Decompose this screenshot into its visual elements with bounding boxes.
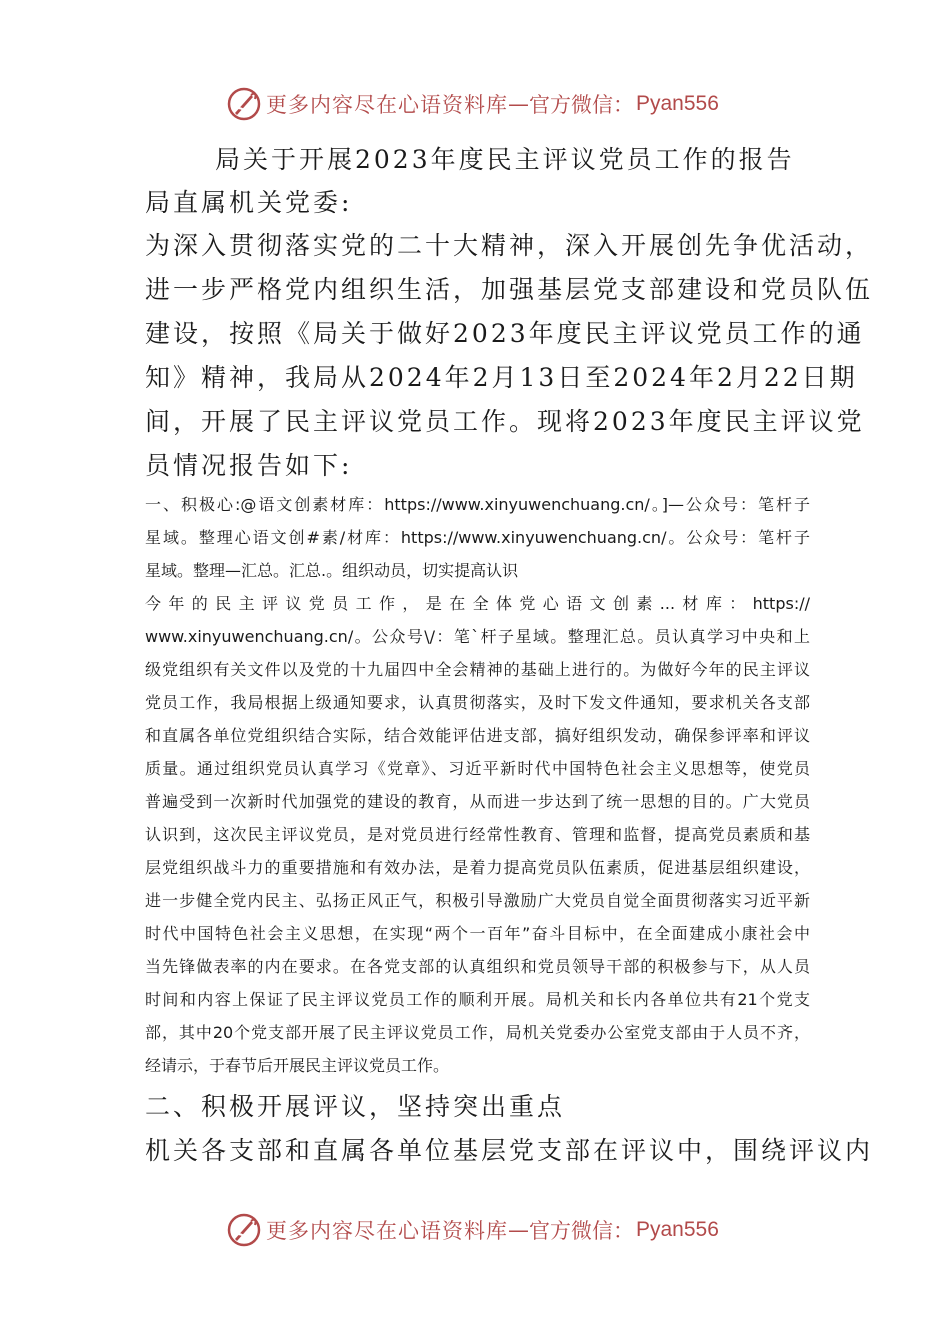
section2-heading: 二、积极开展评议，坚持突出重点 xyxy=(145,1092,566,1121)
section1-line: 当先锋做表率的内在要求。在各党支部的认真组织和党员领导干部的积极参与下，从人员 xyxy=(145,957,810,976)
intro-line: 知》精神，我局从2024年2月13日至2024年2月22日期 xyxy=(145,363,858,392)
intro-line: 间，开展了民主评议党员工作。现将2023年度民主评议党 xyxy=(145,407,865,436)
banner-dash: — xyxy=(508,92,529,116)
section1-line: 层党组织战斗力的重要措施和有效办法，是着力提高党员队伍素质，促进基层组织建设， xyxy=(145,858,810,877)
section1-line: 级党组织有关文件以及党的十九届四中全会精神的基础上进行的。为做好今年的民主评议 xyxy=(145,660,810,679)
section1-line: 一、积极心:@语文创素材库：https://www.xinyuwenchuang.cn/。]—公众号：笔杆子 xyxy=(145,495,810,514)
header-watermark-banner xyxy=(226,84,719,124)
document-title: 局关于开展2023年度民主评议党员工作的报告 xyxy=(215,145,795,174)
section1-line: 星域。整理—汇总。汇总.。组织动员，切实提高认识 xyxy=(145,561,519,580)
banner-wechat-label: 官方微信： xyxy=(529,1219,634,1243)
section1-line: www.xinyuwenchuang.cn/。公众号\/：笔`杆子星域。整理汇总。员认真学习中央和上 xyxy=(145,627,810,646)
footer-watermark-banner xyxy=(226,1210,719,1250)
banner-wechat-id: Pyan556 xyxy=(636,92,719,115)
intro-line: 进一步严格党内组织生活，加强基层党支部建设和党员队伍 xyxy=(145,275,874,304)
section1-line: 认识到，这次民主评议党员，是对党员进行经常性教育、管理和监督，提高党员素质和基 xyxy=(145,825,810,844)
banner-text: 更多内容尽在心语资料库 xyxy=(266,1219,508,1243)
section1-line: 普遍受到一次新时代加强党的建设的教育，从而进一步达到了统一思想的目的。广大党员 xyxy=(145,792,810,811)
section1-line: 经请示，于春节后开展民主评议党员工作。 xyxy=(145,1056,450,1075)
intro-line: 建设，按照《局关于做好2023年度民主评议党员工作的通 xyxy=(145,319,865,348)
section1-line: 质量。通过组织党员认真学习《党章》、习近平新时代中国特色社会主义思想等，使党员 xyxy=(145,759,810,778)
banner-dash: — xyxy=(508,1218,529,1242)
banner-wechat-id: Pyan556 xyxy=(636,1218,719,1241)
banner-text: 更多内容尽在心语资料库 xyxy=(266,93,508,117)
salutation: 局直属机关党委: xyxy=(145,188,353,217)
section1-line: 部，其中20个党支部开展了民主评议党员工作，局机关党委办公室党支部由于人员不齐， xyxy=(145,1023,810,1042)
quill-logo-icon xyxy=(226,86,262,122)
section2-line: 机关各支部和直属各单位基层党支部在评议中，围绕评议内 xyxy=(145,1136,874,1165)
section1-line: 进一步健全党内民主、弘扬正风正气，积极引导激励广大党员自觉全面贯彻落实习近平新 xyxy=(145,891,810,910)
section1-line: 时间和内容上保证了民主评议党员工作的顺利开展。局机关和长内各单位共有21个党支 xyxy=(145,990,810,1009)
section1-line: 星域。整理心语文创#素/材库：https://www.xinyuwenchuang.cn/。公众号：笔杆子 xyxy=(145,528,810,547)
intro-line: 员情况报告如下: xyxy=(145,451,353,480)
section1-line: 和直属各单位党组织结合实际，结合效能评估进支部，搞好组织发动，确保参评率和评议 xyxy=(145,726,810,745)
quill-logo-icon xyxy=(226,1212,262,1248)
section1-line: 今年的民主评议党员工作，是在全体党心语文创素...材库：https:// xyxy=(145,594,810,613)
section1-line: 时代中国特色社会主义思想，在实现“两个一百年”奋斗目标中，在全面建成小康社会中 xyxy=(145,924,810,943)
intro-line: 为深入贯彻落实党的二十大精神，深入开展创先争优活动， xyxy=(145,231,874,260)
banner-wechat-label: 官方微信： xyxy=(529,93,634,117)
section1-line: 党员工作，我局根据上级通知要求，认真贯彻落实，及时下发文件通知，要求机关各支部 xyxy=(145,693,810,712)
